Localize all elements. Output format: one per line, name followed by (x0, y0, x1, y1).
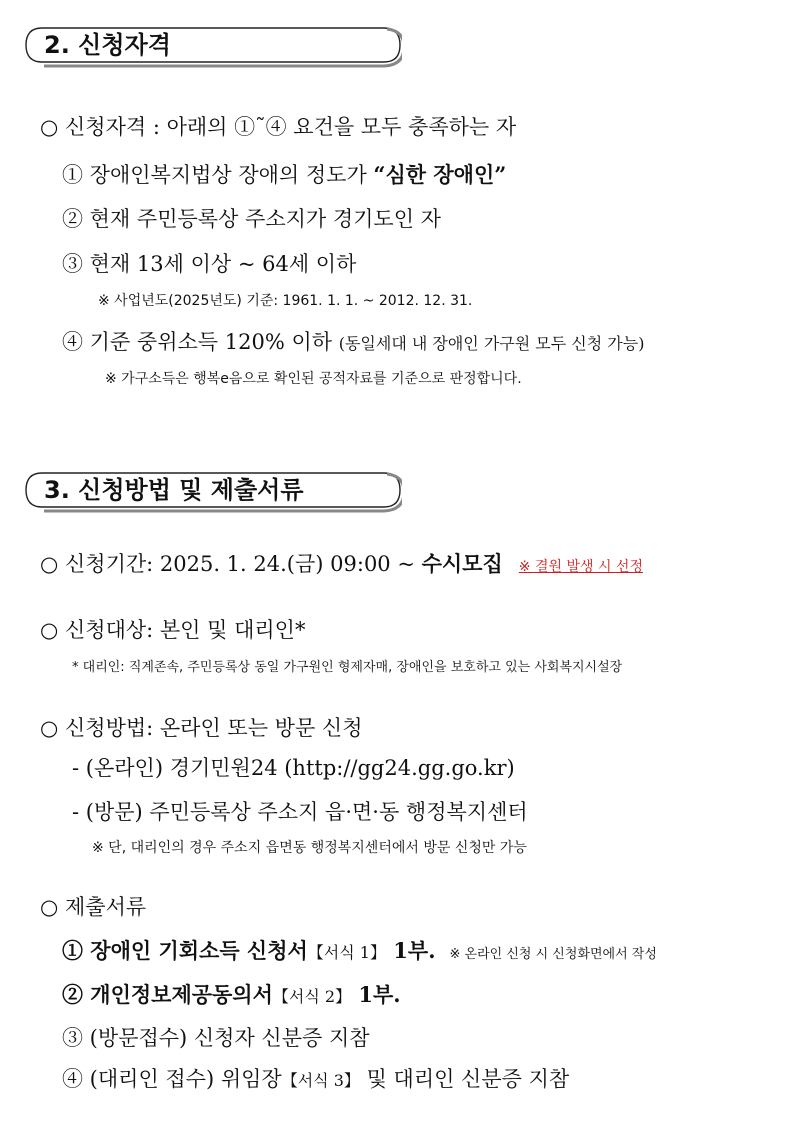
document-1 (62, 935, 657, 965)
document-2-form: 【서식 2】 (272, 987, 352, 1006)
application-target: ○ 신청대상: 본인 및 대리인* (40, 618, 306, 642)
eligibility-item-2: ② 현재 주민등록상 주소지가 경기도인 자 (62, 207, 441, 231)
document-4-text-end: 및 대리인 신분증 지참 (359, 1067, 570, 1091)
application-method: ○ 신청방법: 온라인 또는 방문 신청 (40, 716, 363, 740)
document-1-count: 1부. (385, 938, 436, 963)
document-3: ③ (방문접수) 신청자 신분증 지참 (62, 1026, 370, 1050)
document-4 (62, 1063, 569, 1093)
section-3-title: 3. 신청방법 및 제출서류 (44, 476, 304, 504)
document-2-count: 1부. (351, 982, 401, 1007)
document-1-text: ① 장애인 기회소득 신청서 (62, 938, 308, 963)
documents-heading: ○ 제출서류 (40, 895, 147, 919)
document-1-form: 【서식 1】 (307, 943, 386, 962)
eligibility-item-1-emphasis: “심한 장애인” (373, 162, 507, 187)
application-target-note: * 대리인: 직계존속, 주민등록상 동일 가구원인 형제자매, 장애인을 보호하고 있는 사회복지시설장 (72, 660, 623, 675)
document-4-text: ④ (대리인 접수) 위임장 (62, 1067, 282, 1091)
application-period-text: ○ 신청기간: 2025. 1. 24.(금) 09:00 ~ (40, 552, 422, 576)
section-3-header (22, 470, 402, 510)
application-period (40, 548, 643, 578)
application-period-note: ※ 결원 발생 시 선정 (518, 559, 643, 575)
document-2 (62, 979, 401, 1009)
document-1-note: ※ 온라인 신청 시 신청화면에서 작성 (449, 947, 657, 962)
eligibility-item-4-note: ※ 가구소득은 행복e음으로 확인된 공적자료를 기준으로 판정합니다. (105, 371, 522, 387)
application-period-emphasis: 수시모집 (421, 551, 503, 576)
eligibility-item-4-paren: (동일세대 내 장애인 가구원 모두 신청 가능) (338, 334, 645, 353)
eligibility-item-3: ③ 현재 13세 이상 ~ 64세 이하 (62, 252, 357, 276)
eligibility-item-1-text: ① 장애인복지법상 장애의 정도가 (62, 163, 374, 187)
application-method-note: ※ 단, 대리인의 경우 주소지 읍면동 행정복지센터에서 방문 신청만 가능 (92, 840, 527, 856)
application-method-online: - (온라인) 경기민원24 (http://gg24.gg.go.kr) (72, 756, 515, 780)
section-2-title: 2. 신청자격 (44, 31, 171, 59)
eligibility-item-3-note: ※ 사업년도(2025년도) 기준: 1961. 1. 1. ~ 2012. 12. 31. (98, 293, 473, 309)
document-2-text: ② 개인정보제공동의서 (62, 982, 273, 1007)
eligibility-summary: ○ 신청자격 : 아래의 ①˜④ 요건을 모두 충족하는 자 (40, 115, 517, 139)
eligibility-item-1 (62, 159, 506, 189)
eligibility-item-4-text: ④ 기준 중위소득 120% 이하 (62, 330, 339, 354)
document-4-form: 【서식 3】 (281, 1071, 360, 1090)
section-2-header (22, 25, 402, 65)
eligibility-item-4 (62, 326, 644, 356)
application-method-visit: - (방문) 주민등록상 주소지 읍·면·동 행정복지센터 (72, 800, 528, 824)
